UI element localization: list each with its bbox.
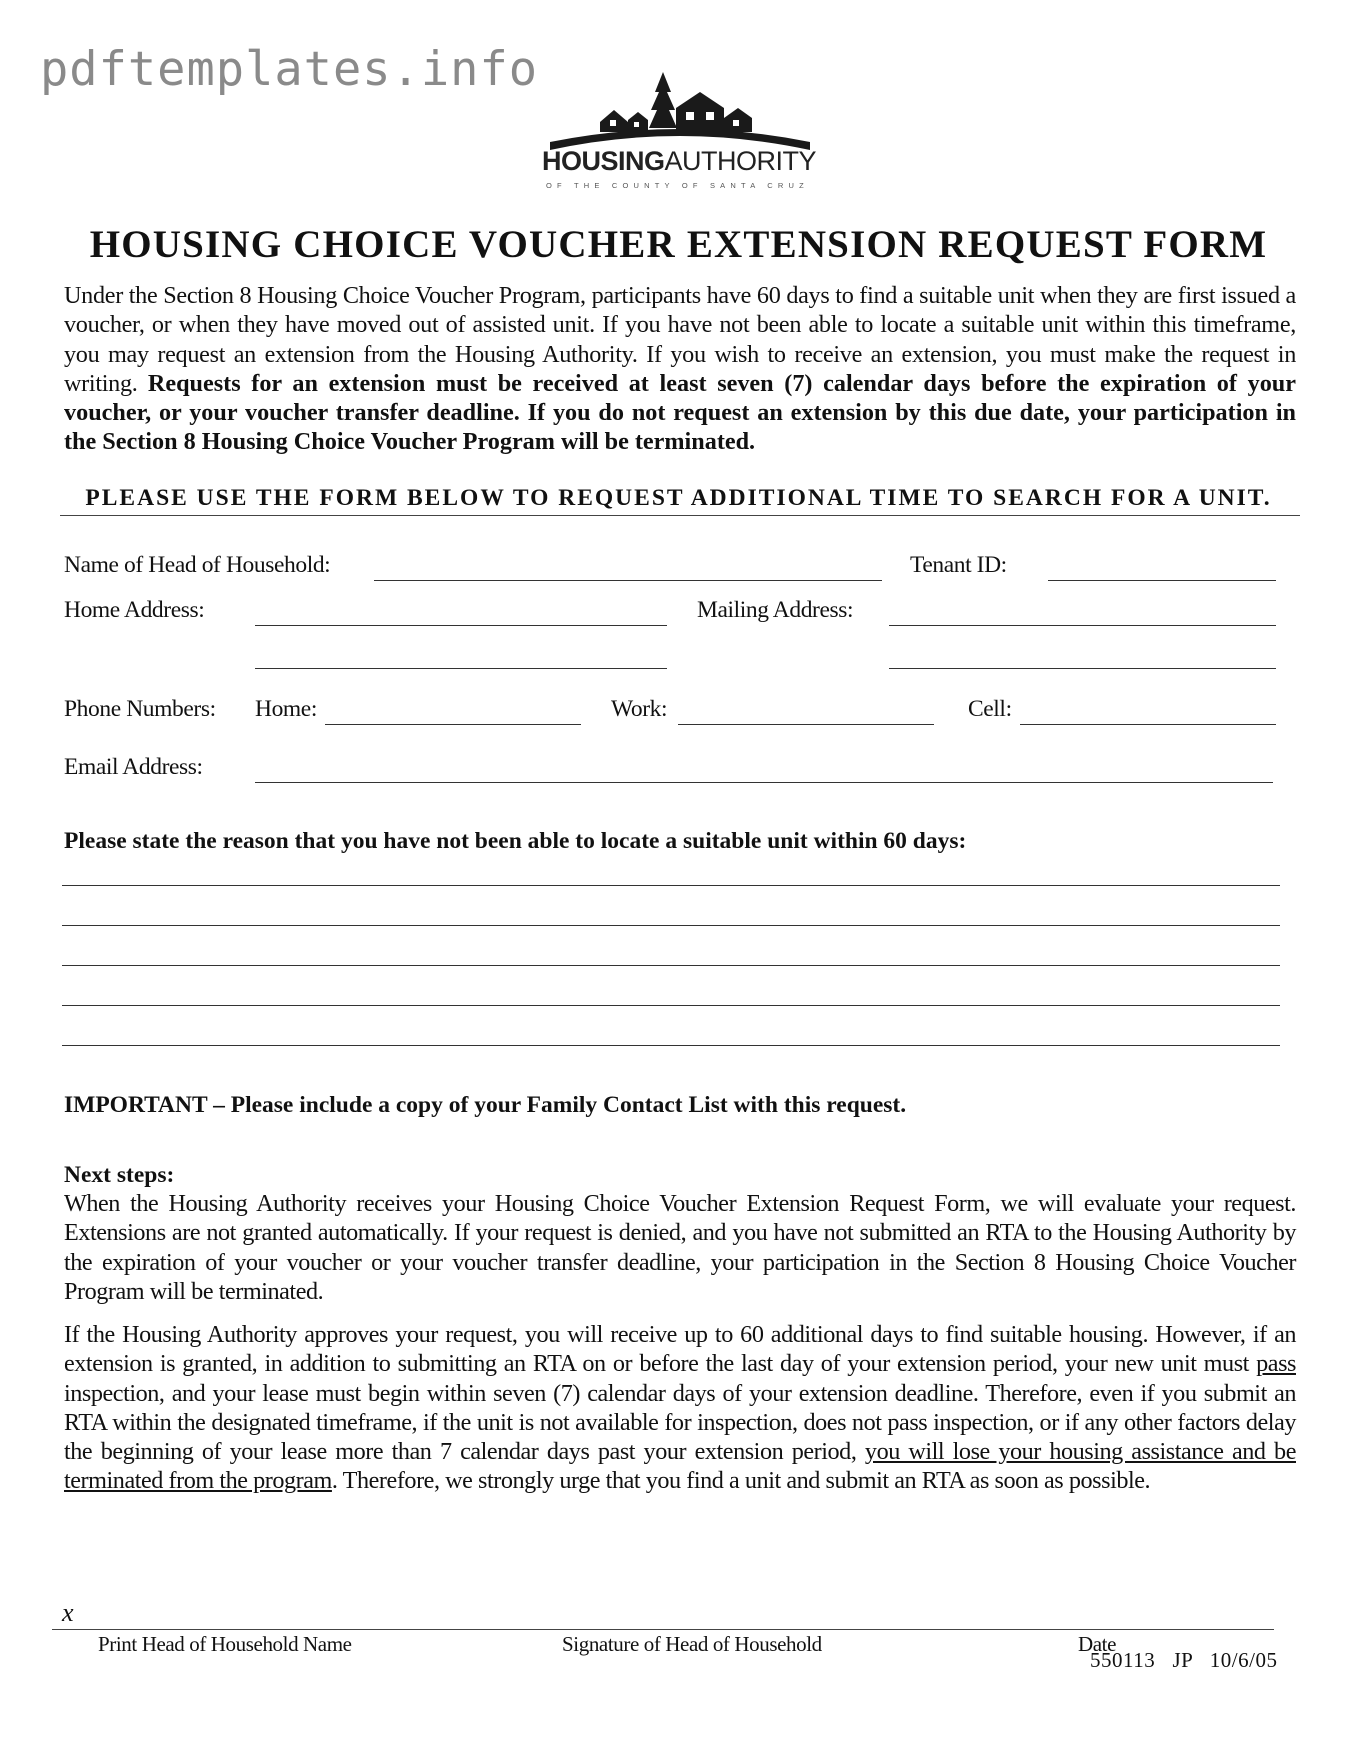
reason-line-4[interactable] <box>62 1005 1280 1006</box>
email-field[interactable] <box>255 782 1273 783</box>
print-name-label: Print Head of Household Name <box>98 1632 352 1656</box>
work-phone-label: Work: <box>611 696 668 722</box>
instruction-heading: PLEASE USE THE FORM BELOW TO REQUEST ADDITIONAL TIME TO SEARCH FOR A UNIT. <box>85 485 1272 511</box>
section-divider <box>60 515 1300 516</box>
signature-label: Signature of Head of Household <box>562 1632 822 1656</box>
next-steps-heading: Next steps: <box>64 1162 175 1188</box>
email-label: Email Address: <box>64 754 203 780</box>
signature-line[interactable] <box>52 1629 1274 1630</box>
reason-line-1[interactable] <box>62 885 1280 886</box>
form-code: 550113 JP 10/6/05 <box>1090 1648 1278 1672</box>
logo-wordmark: HOUSINGAUTHORITY <box>542 146 817 176</box>
housing-authority-logo <box>530 70 830 200</box>
head-of-household-label: Name of Head of Household: <box>64 552 331 578</box>
intro-paragraph: Under the Section 8 Housing Choice Voucher Program, participants have 60 days to find a suitable unit when they are first issued a voucher, or when they have moved out of assisted unit. If you have not been able to locate a suitable unit within this timeframe, you may request an extension from the Housing Authority. If you wish to receive an extension, you must make the request in writing. Requests for an extension must be received at least seven (7) calendar days before the expiration of your voucher, or your voucher transfer deadline. If you do not request an extension by this due date, your participation in the Section 8 Housing Choice Voucher Program will be terminated. <box>64 282 1296 456</box>
reason-line-2[interactable] <box>62 925 1280 926</box>
home-address-field-1[interactable] <box>255 625 667 626</box>
house-skyline-icon <box>530 70 830 150</box>
tenant-id-field[interactable] <box>1048 580 1276 581</box>
mailing-address-field-1[interactable] <box>889 625 1276 626</box>
cell-phone-label: Cell: <box>968 696 1012 722</box>
home-address-field-2[interactable] <box>255 668 667 669</box>
reason-question: Please state the reason that you have not been able to locate a suitable unit within 60 days: <box>64 828 967 854</box>
reason-line-3[interactable] <box>62 965 1280 966</box>
watermark: pdftemplates.info <box>40 42 539 97</box>
home-phone-field[interactable] <box>325 724 581 725</box>
home-address-label: Home Address: <box>64 597 205 623</box>
reason-line-5[interactable] <box>62 1045 1280 1046</box>
home-phone-label: Home: <box>255 696 317 722</box>
head-of-household-field[interactable] <box>374 580 882 581</box>
important-note: IMPORTANT – Please include a copy of your Family Contact List with this request. <box>64 1092 907 1118</box>
date-label: Date <box>1078 1632 1117 1656</box>
next-steps-paragraph-2: If the Housing Authority approves your request, you will receive up to 60 additional days to find suitable housing. However, if an extension is granted, in addition to submitting an RTA on or before the last day of your extension period, your new unit must pass inspection, and your lease must begin within seven (7) calendar days of your extension deadline. Therefore, even if you submit an RTA within the designated timeframe, if the unit is not available for inspection, does not pass inspection, or if any other factors delay the beginning of your lease more than 7 calendar days past your extension period, you will lose your housing assistance and be terminated from the program. Therefore, we strongly urge that you find a unit and submit an RTA as soon as possible. <box>64 1321 1296 1495</box>
tenant-id-label: Tenant ID: <box>910 552 1007 578</box>
signature-mark: x <box>62 1598 74 1627</box>
logo-subtitle: OF THE COUNTY OF SANTA CRUZ <box>546 181 809 190</box>
next-steps-paragraph-1: When the Housing Authority receives your Housing Choice Voucher Extension Request Form, we will evaluate your request. Extensions are not granted automatically. If your request is denied, and you have not submitted an RTA to the Housing Authority by the expiration of your voucher or your voucher transfer deadline, your participation in the Section 8 Housing Choice Voucher Program will be terminated. <box>64 1190 1296 1305</box>
mailing-address-label: Mailing Address: <box>697 597 854 623</box>
phone-numbers-label: Phone Numbers: <box>64 696 216 722</box>
mailing-address-field-2[interactable] <box>889 668 1276 669</box>
cell-phone-field[interactable] <box>1020 724 1276 725</box>
form-title: HOUSING CHOICE VOUCHER EXTENSION REQUEST FORM <box>89 223 1268 266</box>
work-phone-field[interactable] <box>678 724 934 725</box>
